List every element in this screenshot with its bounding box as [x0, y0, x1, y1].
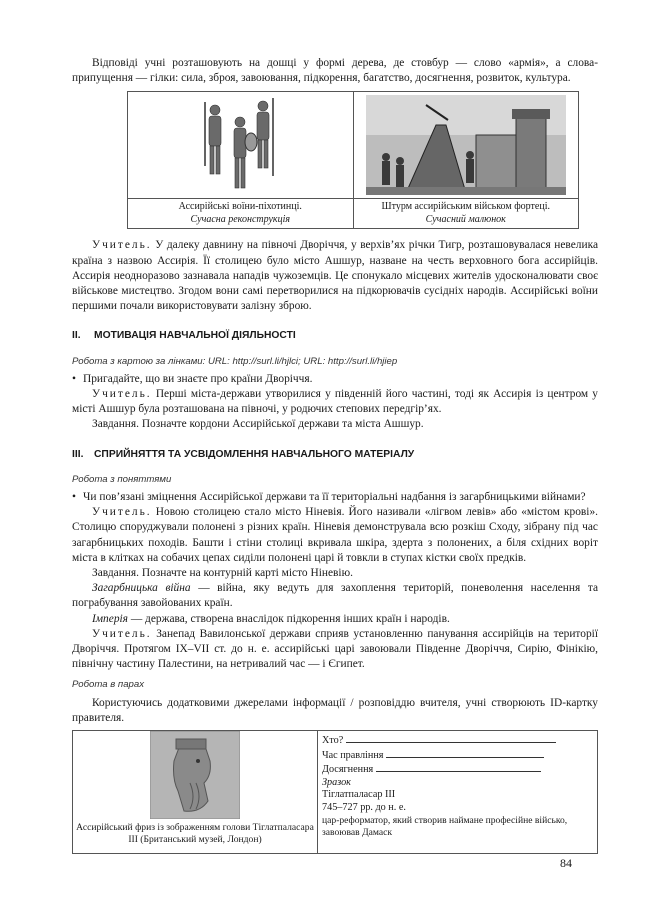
bullet-question: • Чи пов’язані зміцнення Ассирійської держави та її територіальні надбання із загарбницькими війнами? — [72, 490, 598, 505]
sample-description: цар-реформатор, який створив наймане професійне військо, завоював Дамаск — [322, 814, 568, 838]
section-title: МОТИВАЦІЯ НАВЧАЛЬНОЇ ДІЯЛЬНОСТІ — [94, 330, 296, 342]
section-heading-perception — [72, 447, 598, 462]
term-def: — війна, яку ведуть для захоплення територій, поневолення населення та пограбування завойованих країн. — [72, 582, 598, 610]
nineveh-text: Новою столицею стало місто Ніневія. Його називали «лігвом левів» або «містом крові». Столицю споруджували полонені з різних країн. Ніневія демонструвала всю розкіш Сходу, зібрану під час загарбницьких походів. Башти і стіни столиці вкривала шкіра, здерта з полонених, а біля східних воріт міста в клітках на собачих цепах сиділи полонені царі й товкли в ступах кістки своїх предків. — [72, 506, 598, 564]
teacher-label: Учитель. — [92, 506, 152, 519]
teacher-label: Учитель. — [92, 388, 152, 401]
task-paragraph: Завдання. Позначте на контурній карті місто Ніневію. — [92, 567, 353, 580]
photo-subcaption: Сучасний малюнок — [425, 213, 506, 225]
photo-caption: Ассирійські воїни-піхотинці. — [178, 201, 302, 213]
intro-paragraph: Відповіді учні розташовують на дошці у формі дерева, де стовбур — слово «армія», а слова-припущення — гілки: сила, зброя, завоювання, підкорення, багатство, досягнення, розвиток, культура. — [72, 57, 598, 85]
task-pairs: Робота в парах — [72, 679, 144, 691]
teacher-label: Учитель. — [92, 627, 152, 640]
photo-table — [127, 91, 579, 229]
frieze-image — [150, 731, 240, 819]
field-achievements-line — [376, 762, 541, 772]
idcard-paragraph: Користуючись додатковими джерелами інформації / розповіддю вчителя, учні створюють ID-картку правителя. — [72, 696, 598, 724]
frieze-caption: Ассирійський фриз із зображенням голови Тіглатпаласара III (Британський музей, Лондон) — [76, 822, 314, 846]
field-who-line — [346, 733, 556, 743]
page-content — [72, 56, 598, 854]
task-map: Робота з картою за лінками: URL: http://surl.li/hjlci; URL: http://surl.li/hjiep — [72, 355, 398, 367]
section-heading-motivation — [72, 328, 598, 343]
task-paragraph: Завдання. Позначте кордони Ассирійської держави та міста Ашшур. — [92, 418, 424, 431]
babylon-paragraph — [72, 627, 598, 673]
cities-paragraph — [72, 387, 598, 417]
babylon-text: Занепад Вавилонської держави сприяв установленню панування ассирійців на території Дворіччя. Протягом IX–VII ст. до н. е. ассирійські царі завоювали Південне Дворіччя, Сирію, Фінікію, північну частину Палестини, на нетривалий час — і Єгипет. — [72, 627, 598, 671]
assyria-paragraph — [72, 238, 598, 314]
field-reign-label: Час правління — [322, 749, 384, 761]
sample-years: 745–727 рр. до н. е. — [322, 802, 406, 814]
section-number: II. — [72, 330, 81, 342]
field-achievements-label: Досягнення — [322, 764, 374, 776]
field-reign-line — [386, 748, 544, 758]
cities-text: Перші міста-держави утворилися у південній його частині, тоді як Ассирія із центром у місті Ашшур була розташована на півночі, у родючих степових передгір’ях. — [72, 388, 598, 416]
id-card-table — [72, 730, 598, 854]
page-number: 84 — [560, 856, 572, 870]
nineveh-paragraph — [72, 505, 598, 566]
bullet-question: • Пригадайте, що ви знаєте про країни Дворіччя. — [72, 372, 598, 387]
field-who-label: Хто? — [322, 735, 344, 747]
teacher-label: Учитель. — [92, 239, 152, 252]
assyria-text: У далеку давнину на півночі Дворіччя, у верхів’ях річки Тигр, розташовувалася невелика країна з назвою Ассирія. Її столицею було місто Ашшур, назване на честь верховного бога ассирійців. Ассирія неодноразово зазнавала нападів чужоземців. Це спонукало місцевих жителів удосконалювати своє військове мистецтво. Згодом вони самі перетворилися на підкорювачів сусідніх народів. Ассирійські воїни першими почали використовувати залізну зброю. — [72, 239, 598, 313]
photo-subcaption: Сучасна реконструкція — [190, 213, 291, 225]
term-definition — [72, 612, 598, 627]
section-number: III. — [72, 448, 84, 460]
term-word: Загарбницька війна — [92, 582, 191, 595]
photo-cell-siege — [354, 92, 579, 228]
infantry-image — [128, 92, 353, 199]
sample-label: Зразок — [322, 776, 351, 788]
section-title: СПРИЙНЯТТЯ ТА УСВІДОМЛЕННЯ НАВЧАЛЬНОГО МАТЕРІАЛУ — [94, 448, 415, 460]
siege-image — [354, 92, 579, 199]
sample-name: Тіглатпаласар III — [322, 789, 396, 801]
term-definition — [72, 581, 598, 611]
id-card-image-cell — [73, 731, 318, 853]
photo-cell-infantry — [128, 92, 354, 228]
photo-caption: Штурм ассирійським військом фортеці. — [381, 201, 550, 213]
task-concepts: Робота з поняттями — [72, 473, 172, 485]
id-card-fields — [318, 731, 597, 853]
term-word: Імперія — [92, 612, 128, 625]
term-def: — держава, створена внаслідок підкорення інших країн і народів. — [127, 612, 450, 625]
